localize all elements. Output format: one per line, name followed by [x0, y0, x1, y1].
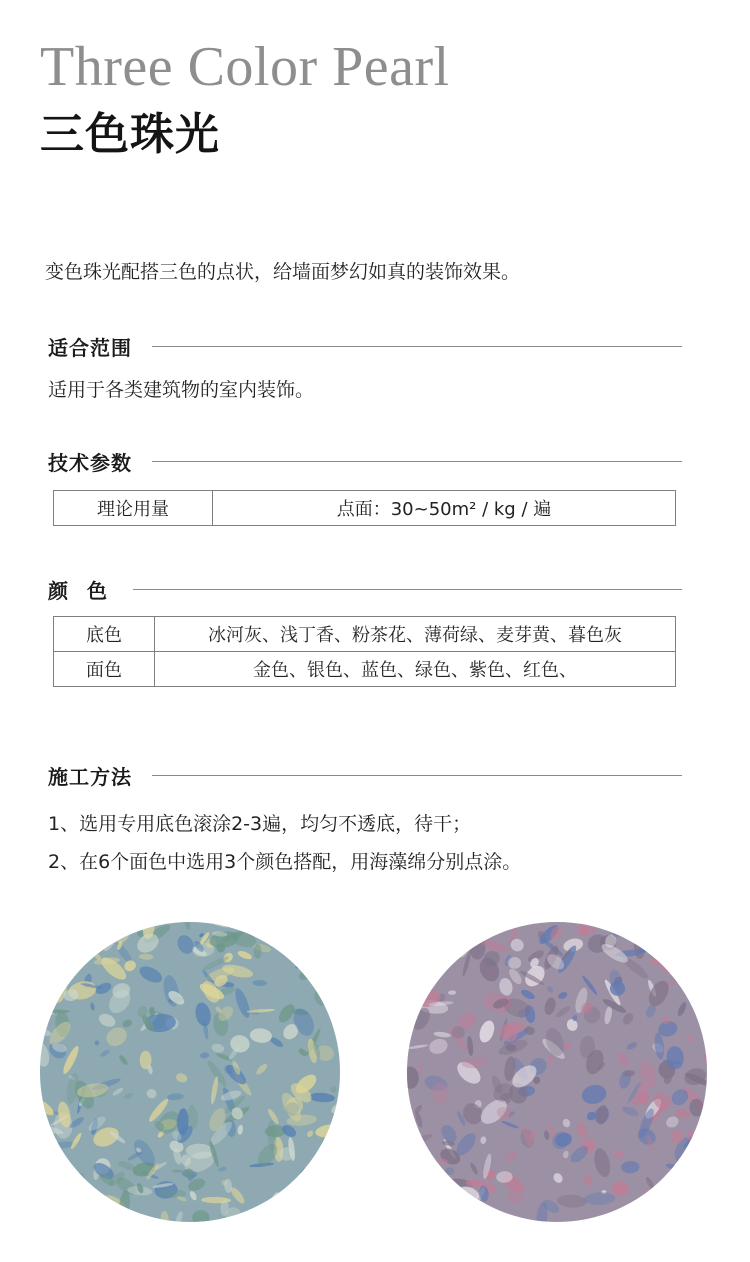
specs-heading: 技术参数 — [48, 450, 132, 475]
table-row — [54, 491, 676, 526]
table-row — [54, 652, 676, 687]
method-step: 2、在6个面色中选用3个颜色搭配，用海藻绵分别点涂。 — [48, 851, 522, 873]
color-label-cell: 面色 — [54, 652, 155, 687]
section-divider — [152, 461, 682, 462]
page-title-chinese: 三色珠光 — [40, 109, 220, 160]
intro-text: 变色珠光配搭三色的点状，给墙面梦幻如真的装饰效果。 — [45, 261, 521, 283]
color-label-cell: 底色 — [54, 617, 155, 652]
teal-pearl-texture-swatch — [40, 922, 340, 1222]
colors-heading: 颜 色 — [48, 578, 113, 603]
color-value-cell: 冰河灰、浅丁香、粉茶花、薄荷绿、麦芽黄、暮色灰 — [155, 617, 676, 652]
section-divider — [152, 775, 682, 776]
table-row — [54, 617, 676, 652]
mauve-pearl-texture-swatch — [407, 922, 707, 1222]
colors-section-header — [48, 574, 682, 604]
method-step: 1、选用专用底色滚涂2-3遍，均匀不透底，待干； — [48, 813, 472, 835]
scope-section-header — [48, 331, 682, 361]
method-section-header — [48, 760, 682, 790]
color-value-cell: 金色、银色、蓝色、绿色、紫色、红色、 — [155, 652, 676, 687]
specs-section-header — [48, 446, 682, 476]
scope-heading: 适合范围 — [48, 335, 132, 360]
colors-table — [53, 616, 676, 687]
method-heading: 施工方法 — [48, 764, 132, 789]
section-divider — [152, 346, 682, 347]
specs-table — [53, 490, 676, 526]
spec-label-cell: 理论用量 — [54, 491, 213, 526]
page-title-english: Three Color Pearl — [40, 36, 450, 98]
spec-value-cell: 点面：30~50m² / kg / 遍 — [213, 491, 676, 526]
section-divider — [133, 589, 682, 590]
scope-text: 适用于各类建筑物的室内装饰。 — [48, 379, 315, 401]
